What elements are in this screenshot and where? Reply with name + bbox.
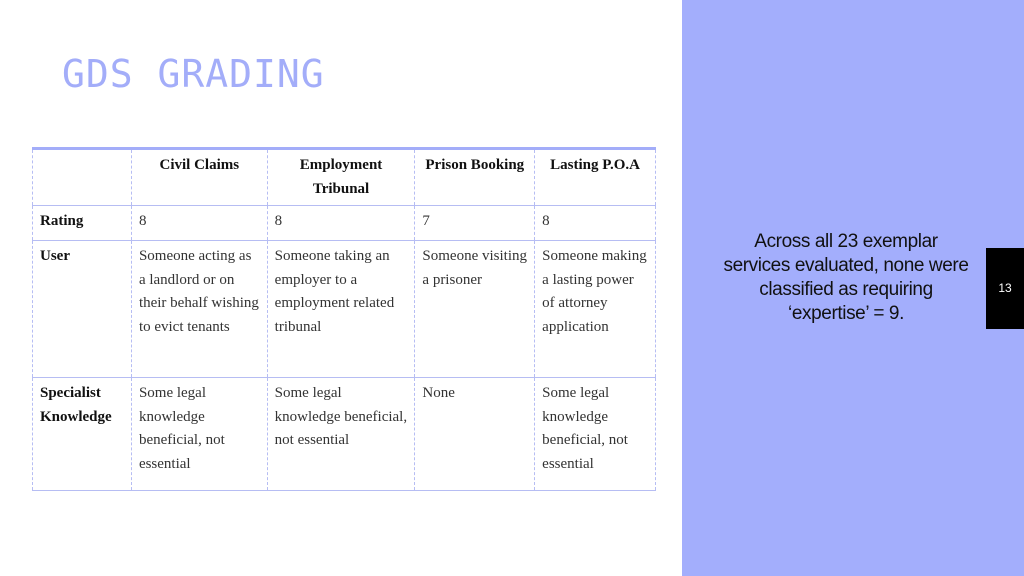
table-cell: Some legal knowledge beneficial, not essential [535, 378, 656, 491]
row-label-specialist-knowledge: Specialist Knowledge [33, 378, 132, 491]
table-cell: Some legal knowledge beneficial, not essential [267, 378, 415, 491]
table-row-user [33, 241, 656, 378]
table-cell: None [415, 378, 535, 491]
header-cell-empty [33, 149, 132, 206]
table-header-row [33, 149, 656, 206]
table-row-rating [33, 206, 656, 241]
table-cell: 7 [415, 206, 535, 241]
table-cell: 8 [267, 206, 415, 241]
table-cell: Someone taking an employer to a employment related tribunal [267, 241, 415, 378]
header-lasting-poa: Lasting P.O.A [535, 149, 656, 206]
slide-title: GDS GRADING [62, 52, 325, 96]
callout-text: Across all 23 exemplar services evaluated, none were classified as requiring ‘expertise’ = 9. [723, 231, 969, 324]
table-cell: 8 [131, 206, 267, 241]
grading-table [32, 147, 656, 491]
table-cell: Someone visiting a prisoner [415, 241, 535, 378]
header-prison-booking: Prison Booking [415, 149, 535, 206]
page-number-badge [986, 248, 1024, 329]
table-cell: Someone acting as a landlord or on their behalf wishing to evict tenants [131, 241, 267, 378]
row-label-user: User [33, 241, 132, 378]
header-employment-tribunal: Employment Tribunal [267, 149, 415, 206]
page-number: 13 [998, 281, 1012, 295]
table-row-specialist-knowledge [33, 378, 656, 491]
row-label-rating: Rating [33, 206, 132, 241]
table-cell: Some legal knowledge beneficial, not essential [131, 378, 267, 491]
header-civil-claims: Civil Claims [131, 149, 267, 206]
table-cell: Someone making a lasting power of attorney application [535, 241, 656, 378]
table-cell: 8 [535, 206, 656, 241]
